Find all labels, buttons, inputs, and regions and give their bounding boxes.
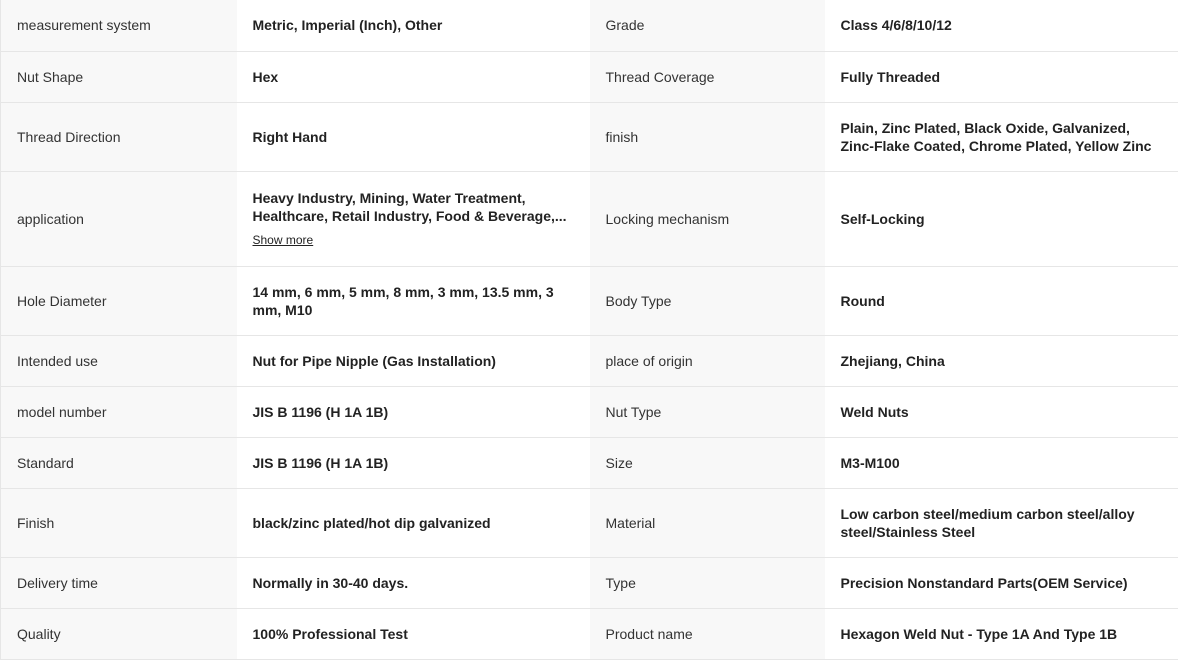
attribute-label: model number bbox=[1, 386, 237, 437]
attribute-value: Class 4/6/8/10/12 bbox=[825, 0, 1178, 51]
attribute-label: Nut Type bbox=[590, 386, 825, 437]
attribute-value: Low carbon steel/medium carbon steel/alloy steel/Stainless Steel bbox=[825, 488, 1178, 557]
attribute-label: Quality bbox=[1, 608, 237, 659]
attribute-value-cell bbox=[237, 171, 590, 266]
attribute-value: black/zinc plated/hot dip galvanized bbox=[237, 488, 590, 557]
attribute-label: Type bbox=[590, 557, 825, 608]
show-more-link[interactable]: Show more bbox=[253, 231, 314, 249]
attribute-label: Body Type bbox=[590, 266, 825, 335]
attribute-label: Product name bbox=[590, 608, 825, 659]
attribute-label: Thread Coverage bbox=[590, 51, 825, 102]
attribute-value: JIS B 1196 (H 1A 1B) bbox=[237, 437, 590, 488]
table-row bbox=[1, 386, 1178, 437]
attribute-label: Hole Diameter bbox=[1, 266, 237, 335]
attribute-value: Hex bbox=[237, 51, 590, 102]
attribute-value: Hexagon Weld Nut - Type 1A And Type 1B bbox=[825, 608, 1178, 659]
table-row bbox=[1, 266, 1178, 335]
attribute-value: 100% Professional Test bbox=[237, 608, 590, 659]
attribute-value: Heavy Industry, Mining, Water Treatment, Healthcare, Retail Industry, Food & Beverage,... bbox=[253, 189, 574, 225]
attribute-label: Material bbox=[590, 488, 825, 557]
table-row bbox=[1, 0, 1178, 51]
attribute-value: Self-Locking bbox=[825, 171, 1178, 266]
attribute-value: 14 mm, 6 mm, 5 mm, 8 mm, 3 mm, 13.5 mm, 3 mm, M10 bbox=[237, 266, 590, 335]
attribute-label: Nut Shape bbox=[1, 51, 237, 102]
attribute-value: M3-M100 bbox=[825, 437, 1178, 488]
attribute-label: measurement system bbox=[1, 0, 237, 51]
attribute-value: Weld Nuts bbox=[825, 386, 1178, 437]
attribute-label: Grade bbox=[590, 0, 825, 51]
table-row bbox=[1, 557, 1178, 608]
table-row bbox=[1, 51, 1178, 102]
attribute-value: Nut for Pipe Nipple (Gas Installation) bbox=[237, 335, 590, 386]
attribute-label: finish bbox=[590, 102, 825, 171]
attribute-label: Intended use bbox=[1, 335, 237, 386]
attribute-value: Normally in 30-40 days. bbox=[237, 557, 590, 608]
attribute-value: Fully Threaded bbox=[825, 51, 1178, 102]
table-row bbox=[1, 102, 1178, 171]
attribute-label: place of origin bbox=[590, 335, 825, 386]
attribute-value: Plain, Zinc Plated, Black Oxide, Galvanized, Zinc-Flake Coated, Chrome Plated, Yellow Zinc bbox=[825, 102, 1178, 171]
attribute-value: Right Hand bbox=[237, 102, 590, 171]
attribute-label: application bbox=[1, 171, 237, 266]
attribute-value: Precision Nonstandard Parts(OEM Service) bbox=[825, 557, 1178, 608]
attribute-value: Zhejiang, China bbox=[825, 335, 1178, 386]
attribute-value: Round bbox=[825, 266, 1178, 335]
attribute-value: JIS B 1196 (H 1A 1B) bbox=[237, 386, 590, 437]
table-row bbox=[1, 171, 1178, 266]
attribute-label: Standard bbox=[1, 437, 237, 488]
attribute-label: Locking mechanism bbox=[590, 171, 825, 266]
attribute-value: Metric, Imperial (Inch), Other bbox=[237, 0, 590, 51]
attribute-label: Delivery time bbox=[1, 557, 237, 608]
table-row bbox=[1, 608, 1178, 659]
table-row bbox=[1, 437, 1178, 488]
attribute-label: Thread Direction bbox=[1, 102, 237, 171]
attribute-label: Size bbox=[590, 437, 825, 488]
table-row bbox=[1, 488, 1178, 557]
table-row bbox=[1, 335, 1178, 386]
attribute-label: Finish bbox=[1, 488, 237, 557]
